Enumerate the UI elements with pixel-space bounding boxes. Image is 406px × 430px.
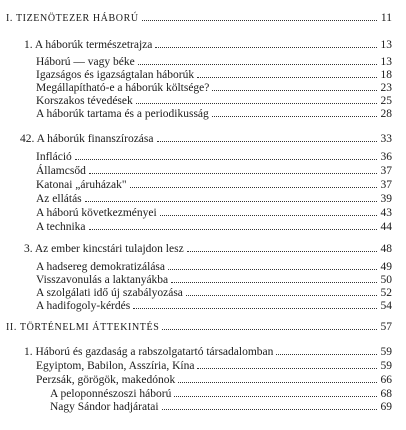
toc-entry-title: I. TIZENÖTEZER HÁBORÚ	[6, 13, 139, 24]
toc-page-number: 37	[380, 165, 392, 177]
toc-page-number: 59	[380, 360, 392, 372]
toc-section	[36, 260, 392, 274]
toc-entry-title: A szolgálati idő új szabályozása	[36, 287, 183, 299]
toc-entry-title: Katonai „áruházak"	[36, 179, 127, 191]
toc-entry-title: Korszakos tévedések	[36, 95, 133, 107]
dot-leader	[276, 354, 376, 355]
dot-leader	[174, 396, 376, 397]
toc-entry-title: Államcsőd	[36, 165, 86, 177]
dot-leader	[133, 308, 376, 309]
toc-entry-title: 1. Háború és gazdaság a rabszolgatartó társadalomban	[24, 346, 274, 358]
dot-leader	[85, 201, 377, 202]
dot-leader	[160, 215, 377, 216]
toc-entry-title: II. TÖRTÉNELMI ÁTTEKINTÉS	[6, 322, 160, 333]
dot-leader	[136, 103, 377, 104]
toc-section	[36, 107, 392, 121]
toc-page-number: 13	[380, 39, 392, 51]
toc-section	[36, 150, 392, 164]
toc-part-2	[6, 320, 392, 334]
toc-page-number: 54	[380, 300, 392, 312]
dot-leader	[168, 269, 377, 270]
toc-section	[36, 81, 392, 95]
toc-entry-title: A technika	[36, 221, 86, 233]
toc-subsection	[50, 400, 392, 414]
toc-entry-title: A hadsereg demokratizálása	[36, 261, 165, 273]
dot-leader	[157, 141, 377, 142]
toc-entry-title: 42. A háborúk finanszírozása	[20, 133, 154, 145]
toc-chapter-2	[20, 132, 392, 146]
toc-page-number: 57	[380, 321, 392, 333]
toc-page-number: 36	[380, 151, 392, 163]
toc-entry-title: A háborúk tartama és a periodikusság	[36, 108, 209, 120]
toc-chapter-1	[24, 345, 392, 359]
toc-entry-title: 3. Az ember kincstári tulajdon lesz	[24, 243, 184, 255]
toc-section	[36, 192, 392, 206]
toc-entry-title: Infláció	[36, 151, 72, 163]
toc-page-number: 50	[380, 274, 392, 286]
dot-leader	[130, 187, 377, 188]
dot-leader	[89, 173, 377, 174]
toc-section	[36, 273, 392, 287]
toc-page-number: 11	[380, 12, 392, 24]
dot-leader	[162, 409, 377, 410]
dot-leader	[212, 90, 376, 91]
toc-section	[36, 373, 392, 387]
toc-page-number: 43	[380, 207, 392, 219]
toc-entry-title: Megállapítható-e a háborúk költsége?	[36, 82, 210, 94]
toc-section	[36, 164, 392, 178]
toc-page-number: 66	[380, 374, 392, 386]
dot-leader	[171, 282, 376, 283]
dot-leader	[212, 116, 377, 117]
toc-page-number: 44	[380, 221, 392, 233]
dot-leader	[197, 368, 376, 369]
toc-section	[36, 286, 392, 300]
toc-page-number: 33	[380, 133, 392, 145]
toc-subsection	[50, 387, 392, 401]
dot-leader	[186, 295, 377, 296]
toc-section	[36, 220, 392, 234]
dot-leader	[75, 159, 377, 160]
dot-leader	[178, 382, 376, 383]
dot-leader	[197, 77, 376, 78]
toc-section	[36, 55, 392, 69]
dot-leader	[155, 47, 376, 48]
toc-entry-title: A háború következményei	[36, 207, 157, 219]
toc-section	[36, 178, 392, 192]
toc-entry-title: Egyiptom, Babilon, Asszíria, Kína	[36, 360, 195, 372]
dot-leader	[89, 229, 377, 230]
toc-page-number: 28	[380, 108, 392, 120]
toc-page-number: 39	[380, 193, 392, 205]
dot-leader	[142, 20, 377, 21]
toc-chapter-3	[24, 242, 392, 256]
toc-entry-title: Perzsák, görögök, makedónok	[36, 374, 176, 386]
toc-section	[36, 299, 392, 313]
toc-entry-title: Visszavonulás a laktanyákba	[36, 274, 169, 286]
toc-section	[36, 359, 392, 373]
toc-section	[36, 94, 392, 108]
toc-page-number: 49	[380, 261, 392, 273]
toc-chapter-1	[24, 38, 392, 52]
toc-entry-title: Az ellátás	[36, 193, 82, 205]
toc-section	[36, 206, 392, 220]
toc-entry-title: Igazságos és igazságtalan háborúk	[36, 69, 195, 81]
toc-page-number: 69	[380, 401, 392, 413]
toc-page-number: 23	[380, 82, 392, 94]
toc-page-number: 68	[380, 388, 392, 400]
toc-entry-title: Nagy Sándor hadjáratai	[50, 401, 159, 413]
dot-leader	[187, 251, 377, 252]
toc-part-1	[6, 11, 392, 25]
toc-entry-title: Háború — vagy béke	[36, 56, 135, 68]
toc-page-number: 18	[380, 69, 392, 81]
toc-page-number: 13	[380, 56, 392, 68]
toc-page-number: 48	[380, 243, 392, 255]
toc-entry-title: A peloponnészoszi háború	[50, 388, 172, 400]
toc-entry-title: 1. A háborúk természetrajza	[24, 39, 153, 51]
toc-page-number: 52	[380, 287, 392, 299]
toc-entry-title: A hadifogoly-kérdés	[36, 300, 131, 312]
dot-leader	[162, 329, 376, 330]
toc-page-number: 37	[380, 179, 392, 191]
toc-page-number: 59	[380, 346, 392, 358]
toc-section	[36, 68, 392, 82]
toc-page-number: 25	[380, 95, 392, 107]
dot-leader	[138, 64, 377, 65]
